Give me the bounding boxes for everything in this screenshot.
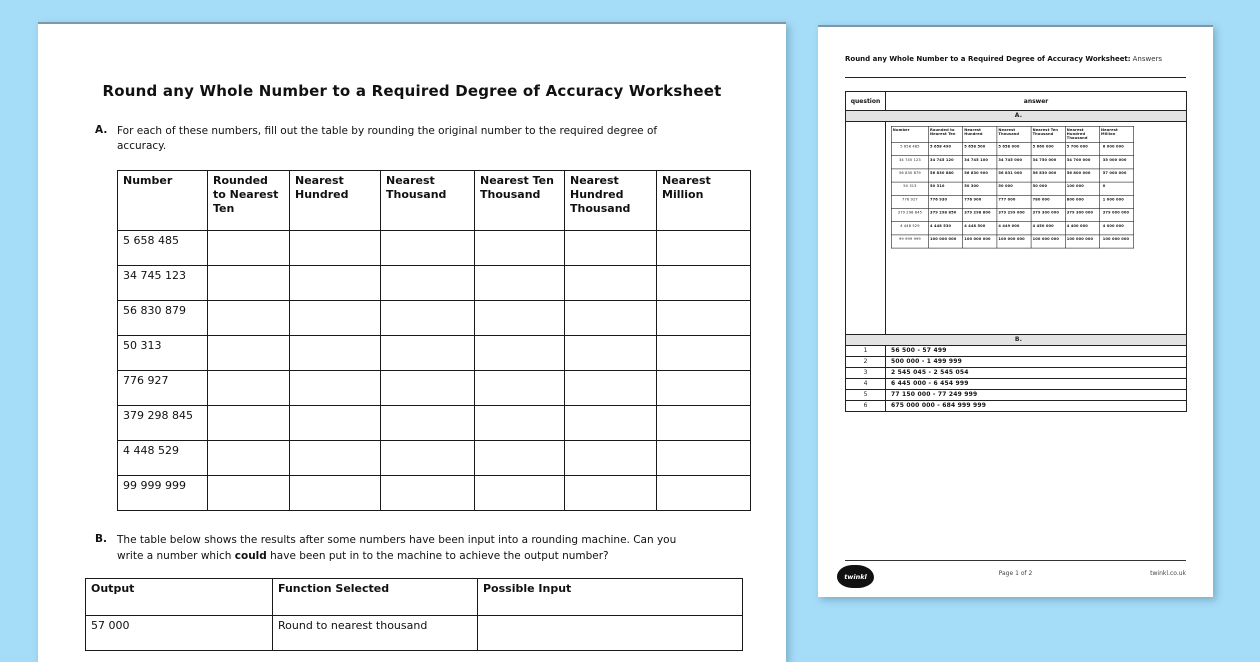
table-cell: 100 000 000 (1100, 235, 1134, 248)
table-cell (290, 266, 381, 301)
table-cell (290, 476, 381, 511)
section-a-label: A. (95, 124, 108, 136)
section-a (95, 124, 786, 154)
answers-table (845, 91, 1187, 412)
table-cell (565, 476, 657, 511)
table-cell: 57 000 000 (1100, 169, 1134, 182)
table-row (118, 301, 751, 336)
table-cell (565, 371, 657, 406)
table-cell (565, 406, 657, 441)
table-cell (475, 441, 565, 476)
machine-table-body (86, 615, 743, 650)
table-cell: 776 927 (891, 195, 928, 208)
col-header-nearest-hundred: Nearest Hundred (290, 171, 381, 231)
worksheet-page (38, 22, 786, 662)
table-cell (381, 476, 475, 511)
mini-grid-header-row (891, 127, 1133, 143)
table-cell (657, 336, 751, 371)
b-answer-number: 6 (846, 400, 886, 411)
table-cell (657, 231, 751, 266)
table-cell: 100 000 000 (997, 235, 1031, 248)
table-cell (290, 336, 381, 371)
table-cell (208, 231, 290, 266)
b-answer-range: 2 545 045 - 2 545 054 (886, 367, 1187, 378)
table-row (118, 231, 751, 266)
twinkl-logo-text: twinkl (844, 572, 867, 581)
table-cell: 5 658 000 (997, 143, 1031, 156)
table-cell (208, 336, 290, 371)
table-cell (475, 266, 565, 301)
footer-divider (845, 560, 1186, 561)
b-answer-row (846, 367, 1187, 378)
table-cell (290, 301, 381, 336)
table-cell: 50 313 (118, 336, 208, 371)
table-cell: 379 298 850 (929, 209, 963, 222)
table-cell: 776 900 (963, 195, 997, 208)
mini-grid-wrapper (891, 126, 1134, 248)
table-cell: 56 830 879 (891, 169, 928, 182)
b-answers-body (846, 345, 1187, 411)
table-cell: 4 449 000 (997, 222, 1031, 235)
table-cell (381, 266, 475, 301)
table-cell: 379 298 845 (118, 406, 208, 441)
table-row (891, 195, 1133, 208)
table-row (118, 406, 751, 441)
table-cell (381, 336, 475, 371)
table-cell: 35 000 000 (1100, 156, 1134, 169)
table-cell: 776 927 (118, 371, 208, 406)
table-cell (208, 266, 290, 301)
table-cell (657, 301, 751, 336)
b-answer-row (846, 345, 1187, 356)
table-cell (475, 231, 565, 266)
table-row (891, 209, 1133, 222)
answers-header-row (846, 92, 1187, 111)
table-cell: 50 310 (929, 182, 963, 195)
table-cell (657, 266, 751, 301)
site-url-label: twinkl.co.uk (1150, 570, 1186, 577)
table-cell: 56 830 000 (1031, 169, 1065, 182)
table-cell (381, 406, 475, 441)
table-cell (565, 301, 657, 336)
table-cell: 5 658 500 (963, 143, 997, 156)
table-cell: 4 448 530 (929, 222, 963, 235)
table-cell (208, 406, 290, 441)
table-cell: 34 745 100 (963, 156, 997, 169)
table-row (891, 235, 1133, 248)
machine-table-header-row (86, 578, 743, 615)
table-cell: 379 299 000 (997, 209, 1031, 222)
rounding-machine-table (85, 578, 743, 651)
mini-col-nearest-hundred: Nearest Hundred (963, 127, 997, 143)
b-answer-number: 5 (846, 389, 886, 400)
answers-grid-cell (886, 122, 1187, 335)
section-b-instructions: The table below shows the results after some numbers have been input into a rounding machine. Can you write a number which could have been put in to the machine to achieve the output number? (117, 534, 677, 562)
table-cell (208, 476, 290, 511)
b-answer-range: 56 500 - 57 499 (886, 345, 1187, 356)
section-b (95, 533, 786, 563)
table-cell: 100 000 000 (1065, 235, 1099, 248)
table-cell: 776 930 (929, 195, 963, 208)
b-answer-number: 3 (846, 367, 886, 378)
table-cell: 100 000 000 (1031, 235, 1065, 248)
table-cell: 4 448 529 (891, 222, 928, 235)
b-answer-row (846, 400, 1187, 411)
table-cell (381, 231, 475, 266)
rounding-table-body (118, 231, 751, 511)
col-header-possible-input: Possible Input (478, 578, 743, 615)
answers-col-question: question (846, 92, 886, 111)
table-cell (290, 406, 381, 441)
table-cell: 5 658 485 (118, 231, 208, 266)
answers-grid-question-cell (846, 122, 886, 335)
table-cell: 777 000 (997, 195, 1031, 208)
title-divider (845, 77, 1186, 78)
page-count-label: Page 1 of 2 (998, 570, 1033, 577)
table-row (118, 336, 751, 371)
mini-col-nearest-ten: Rounded to Nearest Ten (929, 127, 963, 143)
table-cell: 379 300 000 (1031, 209, 1065, 222)
table-cell (475, 336, 565, 371)
table-cell (381, 441, 475, 476)
table-cell: 50 300 (963, 182, 997, 195)
table-cell: 34 700 000 (1065, 156, 1099, 169)
table-cell (208, 301, 290, 336)
table-cell: 1 000 000 (1100, 195, 1134, 208)
table-row (118, 371, 751, 406)
table-cell: 56 830 880 (929, 169, 963, 182)
table-row (118, 266, 751, 301)
table-cell: Round to nearest thousand (273, 615, 478, 650)
table-cell: 4 000 000 (1100, 222, 1134, 235)
table-cell: 5 660 000 (1031, 143, 1065, 156)
col-header-output: Output (86, 578, 273, 615)
answers-grid-row (846, 122, 1187, 335)
table-cell: 0 (1100, 182, 1134, 195)
table-cell: 34 745 123 (891, 156, 928, 169)
rounding-table (117, 170, 751, 511)
table-cell (657, 371, 751, 406)
table-row (118, 476, 751, 511)
table-cell: 379 298 800 (963, 209, 997, 222)
answers-title: Round any Whole Number to a Required Degree of Accuracy Worksheet: Answers (845, 55, 1163, 63)
table-cell (475, 371, 565, 406)
table-cell (565, 266, 657, 301)
answers-band-a: A. (846, 111, 1187, 122)
table-cell (565, 231, 657, 266)
answers-mini-grid (891, 126, 1134, 248)
table-cell: 100 000 000 (963, 235, 997, 248)
col-header-number: Number (118, 171, 208, 231)
table-cell: 379 300 000 (1065, 209, 1099, 222)
table-cell (565, 441, 657, 476)
mini-col-nearest-ten-thousand: Nearest Ten Thousand (1031, 127, 1065, 143)
table-cell: 379 000 000 (1100, 209, 1134, 222)
table-cell (478, 615, 743, 650)
table-cell (381, 301, 475, 336)
table-cell: 5 658 490 (929, 143, 963, 156)
table-cell: 100 000 (1065, 182, 1099, 195)
table-cell: 57 000 (86, 615, 273, 650)
table-cell: 100 000 000 (929, 235, 963, 248)
b-answer-number: 4 (846, 378, 886, 389)
table-cell (290, 441, 381, 476)
section-b-label: B. (95, 533, 107, 546)
table-cell (208, 441, 290, 476)
mini-col-nearest-thousand: Nearest Thousand (997, 127, 1031, 143)
table-cell: 800 000 (1065, 195, 1099, 208)
table-cell (381, 371, 475, 406)
table-cell: 4 400 000 (1065, 222, 1099, 235)
col-header-nearest-ten-thousand: Nearest Ten Thousand (475, 171, 565, 231)
worksheet-title: Round any Whole Number to a Required Degree of Accuracy Worksheet (102, 82, 722, 100)
table-cell: 379 298 845 (891, 209, 928, 222)
table-cell: 4 450 000 (1031, 222, 1065, 235)
col-header-nearest-thousand: Nearest Thousand (381, 171, 475, 231)
table-cell (657, 441, 751, 476)
b-answer-range: 675 000 000 - 684 999 999 (886, 400, 1187, 411)
b-answer-row (846, 356, 1187, 367)
b-answer-range: 6 445 000 - 6 454 999 (886, 378, 1187, 389)
b-answer-range: 500 000 - 1 499 999 (886, 356, 1187, 367)
mini-col-number: Number (891, 127, 928, 143)
table-cell: 99 999 999 (891, 235, 928, 248)
table-cell: 34 745 120 (929, 156, 963, 169)
table-row (891, 222, 1133, 235)
table-cell: 50 000 (1031, 182, 1065, 195)
table-row (891, 182, 1133, 195)
col-header-nearest-hundred-thousand: Nearest Hundred Thousand (565, 171, 657, 231)
table-cell (475, 406, 565, 441)
table-row (86, 615, 743, 650)
table-cell (475, 476, 565, 511)
table-cell: 50 313 (891, 182, 928, 195)
table-cell: 34 750 000 (1031, 156, 1065, 169)
table-cell (657, 476, 751, 511)
table-cell: 56 830 900 (963, 169, 997, 182)
answers-title-suffix: Answers (1132, 55, 1163, 63)
table-cell (208, 371, 290, 406)
table-cell: 99 999 999 (118, 476, 208, 511)
answers-band-b: B. (846, 334, 1187, 345)
bold-could: could (234, 549, 267, 562)
table-cell (565, 336, 657, 371)
table-row (118, 441, 751, 476)
table-cell: 5 658 485 (891, 143, 928, 156)
table-row (891, 169, 1133, 182)
table-cell: 6 000 000 (1100, 143, 1134, 156)
table-cell: 5 700 000 (1065, 143, 1099, 156)
table-cell: 34 745 123 (118, 266, 208, 301)
col-header-function-selected: Function Selected (273, 578, 478, 615)
table-cell: 4 448 529 (118, 441, 208, 476)
mini-grid-body (891, 143, 1133, 249)
table-cell (475, 301, 565, 336)
mini-col-nearest-million: Nearest Million (1100, 127, 1134, 143)
table-cell: 56 830 879 (118, 301, 208, 336)
col-header-nearest-million: Nearest Million (657, 171, 751, 231)
b-answer-number: 1 (846, 345, 886, 356)
table-cell: 56 800 000 (1065, 169, 1099, 182)
table-cell (290, 371, 381, 406)
b-answer-row (846, 389, 1187, 400)
table-cell (290, 231, 381, 266)
table-row (891, 143, 1133, 156)
b-answer-number: 2 (846, 356, 886, 367)
b-answer-row (846, 378, 1187, 389)
b-answer-range: 77 150 000 - 77 249 999 (886, 389, 1187, 400)
section-a-instructions: For each of these numbers, fill out the table by rounding the original number to the required degree of accuracy. (117, 125, 658, 153)
table-cell: 50 000 (997, 182, 1031, 195)
table-cell: 34 745 000 (997, 156, 1031, 169)
answers-page (818, 25, 1213, 597)
table-cell (657, 406, 751, 441)
col-header-nearest-ten: Rounded to Nearest Ten (208, 171, 290, 231)
table-cell: 4 448 500 (963, 222, 997, 235)
answers-col-answer: answer (886, 92, 1187, 111)
table-cell: 780 000 (1031, 195, 1065, 208)
table-row (891, 156, 1133, 169)
mini-col-nearest-hundred-thousand: Nearest Hundred Thousand (1065, 127, 1099, 143)
rounding-table-header-row (118, 171, 751, 231)
table-cell: 56 831 000 (997, 169, 1031, 182)
